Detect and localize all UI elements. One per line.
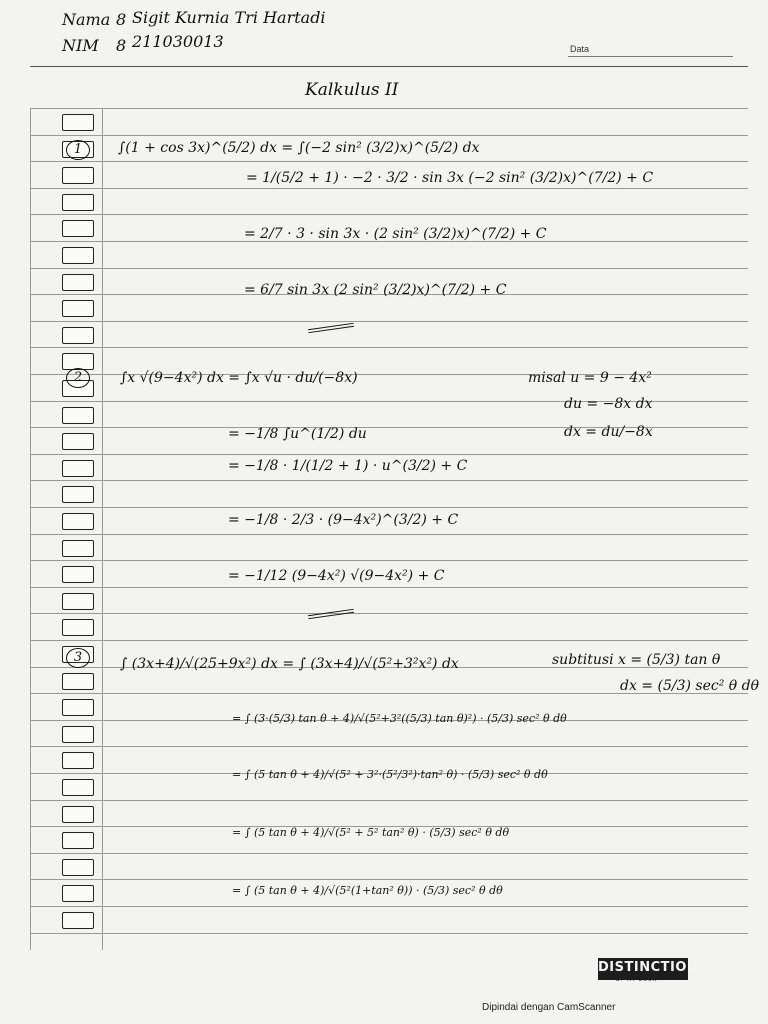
- p1-line-2: = 1/(5/2 + 1) · −2 · 3/2 · sin 3x (−2 sin² (3/2)x)^(7/2) + C: [246, 170, 654, 186]
- p1-end-mark: [308, 323, 354, 333]
- margin-box: [62, 619, 94, 636]
- margin-box: [62, 540, 94, 557]
- margin-box: [62, 859, 94, 876]
- p2-side-3: dx = du/−8x: [564, 424, 653, 440]
- ruled-line: [30, 640, 748, 641]
- problem-number-3: 3: [66, 648, 90, 668]
- margin-box: [62, 566, 94, 583]
- p2-line-1: ∫x √(9−4x²) dx = ∫x √u · du/(−8x): [120, 370, 358, 386]
- p2-side-2: du = −8x dx: [564, 396, 653, 412]
- margin-box: [62, 327, 94, 344]
- ruled-line: [30, 480, 748, 481]
- ruled-line: [30, 108, 748, 109]
- ruled-line: [30, 613, 748, 614]
- margin-box: [62, 885, 94, 902]
- margin-box: [62, 912, 94, 929]
- scanner-footer: Dipindai dengan CamScanner: [482, 1002, 616, 1013]
- margin-box: [62, 300, 94, 317]
- margin-box: [62, 220, 94, 237]
- p2-line-2: = −1/8 ∫u^(1/2) du: [228, 426, 367, 442]
- ruled-line: [30, 587, 748, 588]
- ruled-line: [30, 188, 748, 189]
- ruled-line: [30, 321, 748, 322]
- top-rule: [30, 66, 748, 67]
- margin-box: [62, 806, 94, 823]
- ruled-line: [30, 507, 748, 508]
- margin-box: [62, 779, 94, 796]
- p3-line-4: = ∫ (5 tan θ + 4)/√(5² + 5² tan² θ) · (5/3) sec² θ dθ: [232, 826, 510, 839]
- p3-line-2: = ∫ (3·(5/3) tan θ + 4)/√(5²+3²((5/3) tan θ)²) · (5/3) sec² θ dθ: [232, 712, 567, 725]
- date-label: Data: [570, 44, 590, 54]
- p2-end-mark: [308, 609, 354, 619]
- distinction-logo: DISTINCTION: [598, 958, 688, 980]
- margin-box: [62, 486, 94, 503]
- margin-box: [62, 673, 94, 690]
- ruled-line: [30, 454, 748, 455]
- p3-side-1: subtitusi x = (5/3) tan θ: [552, 652, 721, 668]
- margin-box: [62, 752, 94, 769]
- ruled-line: [30, 879, 748, 880]
- margin-box: [62, 460, 94, 477]
- p2-line-4: = −1/8 · 2/3 · (9−4x²)^(3/2) + C: [228, 512, 459, 528]
- margin-box: [62, 513, 94, 530]
- ruled-line: [30, 135, 748, 136]
- margin-box: [62, 194, 94, 211]
- ruled-line: [30, 746, 748, 747]
- margin-box: [62, 247, 94, 264]
- p3-line-1: ∫ (3x+4)/√(25+9x²) dx = ∫ (3x+4)/√(5²+3²x²) dx: [120, 656, 459, 672]
- margin-box: [62, 167, 94, 184]
- margin-box: [62, 593, 94, 610]
- nim-value: 211030013: [132, 32, 224, 51]
- left-margin-line: [30, 108, 31, 950]
- margin-box: [62, 726, 94, 743]
- ruled-line: [30, 933, 748, 934]
- margin-box: [62, 274, 94, 291]
- p3-line-5: = ∫ (5 tan θ + 4)/√(5²(1+tan² θ)) · (5/3) sec² θ dθ: [232, 884, 503, 897]
- ruled-line: [30, 800, 748, 801]
- nama-separator: 8: [116, 10, 127, 29]
- problem-number-1: 1: [66, 140, 90, 160]
- nim-separator: 8: [116, 36, 127, 55]
- p3-side-2: dx = (5/3) sec² θ dθ: [620, 678, 760, 694]
- logo-subtitle: BY MY BOOK: [616, 977, 658, 983]
- nama-label: Nama: [62, 10, 111, 29]
- ruled-line: [30, 268, 748, 269]
- ruled-line: [30, 853, 748, 854]
- ruled-line: [30, 347, 748, 348]
- nim-label: NIM: [62, 36, 99, 55]
- p3-line-3: = ∫ (5 tan θ + 4)/√(5² + 3²·(5²/3²)·tan² θ) · (5/3) sec² θ dθ: [232, 768, 548, 781]
- ruled-line: [30, 161, 748, 162]
- margin-box: [62, 832, 94, 849]
- p2-side-1: misal u = 9 − 4x²: [528, 370, 652, 386]
- ruled-line: [30, 906, 748, 907]
- margin-box: [62, 114, 94, 131]
- inner-margin-line: [102, 108, 103, 950]
- ruled-line: [30, 560, 748, 561]
- p2-line-5: = −1/12 (9−4x²) √(9−4x²) + C: [228, 568, 445, 584]
- p1-line-3: = 2/7 · 3 · sin 3x · (2 sin² (3/2)x)^(7/2) + C: [244, 226, 547, 242]
- p1-line-1: ∫(1 + cos 3x)^(5/2) dx = ∫(−2 sin² (3/2)x)^(5/2) dx: [118, 140, 480, 156]
- nama-value: Sigit Kurnia Tri Hartadi: [132, 8, 326, 27]
- date-line: [568, 56, 733, 57]
- p2-line-3: = −1/8 · 1/(1/2 + 1) · u^(3/2) + C: [228, 458, 468, 474]
- p1-line-4: = 6/7 sin 3x (2 sin² (3/2)x)^(7/2) + C: [244, 282, 507, 298]
- margin-box: [62, 433, 94, 450]
- ruled-line: [30, 534, 748, 535]
- ruled-line: [30, 214, 748, 215]
- margin-box: [62, 407, 94, 424]
- page-title: Kalkulus II: [305, 80, 399, 100]
- problem-number-2: 2: [66, 368, 90, 388]
- margin-box: [62, 699, 94, 716]
